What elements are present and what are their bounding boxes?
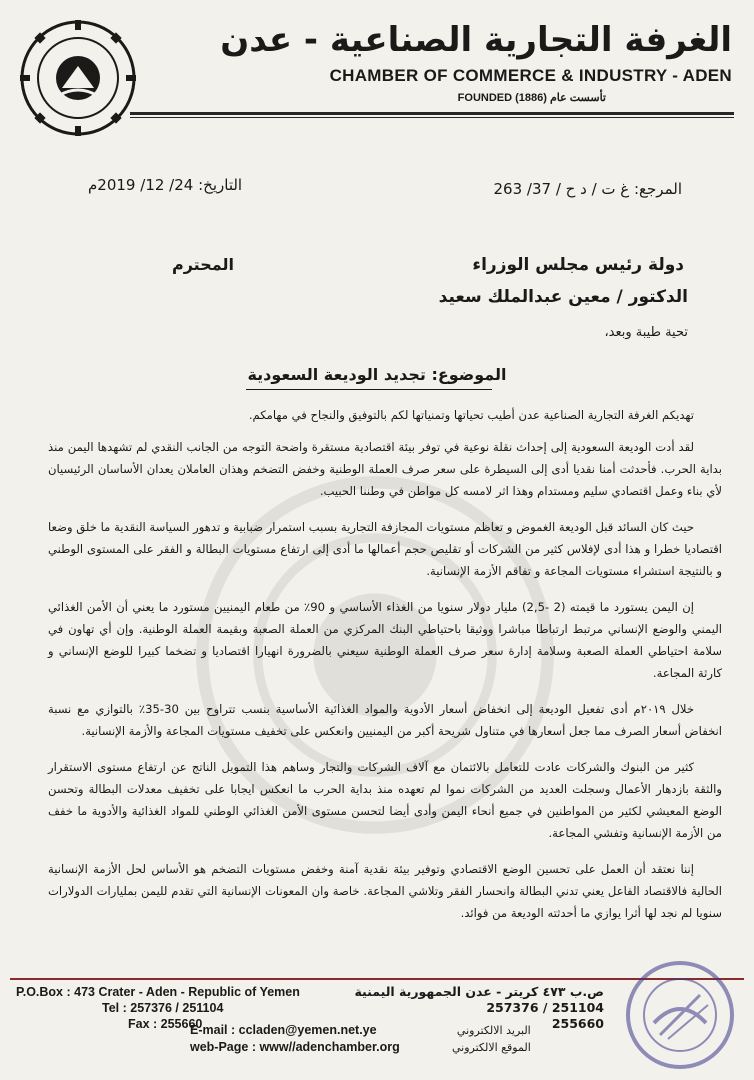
footer-web[interactable]: web-Page : www//adenchamber.org <box>190 1040 400 1054</box>
body-paragraph: لقد أدت الوديعة السعودية إلى إحداث نقلة نوعية في توفر بيئة اقتصادية مستقرة واضحة التوجه من الجانب النقدي لم تشهدها اليمن منذ بداية الحرب. فأحدثت أمنا نقديا أدى إلى السيطرة على سعر صرف العملة الوطنية وخفض التضخم وهذان العاملان يعدان الأساسان الرئيسيان لأي بناء وعمل اقتصادي سليم ومستدام وهذا اثر لامسه كل مواطن في وطننا الحبيب. <box>48 440 722 498</box>
body-paragraph: تهديكم الغرفة التجارية الصناعية عدن أطيب تحياتها وتمنياتها لكم بالتوفيق والنجاح في مهامكم. <box>248 408 694 422</box>
footer-tel: Tel : 257376 / 251104 <box>102 1001 224 1015</box>
footer-fax-ar: 255660 <box>551 1016 604 1031</box>
body-paragraph: خلال ٢٠١٩م أدى تفعيل الوديعة إلى انخفاض أسعار الأدوية والمواد الغذائية الأساسية بنسب تتراوح بين 30-35٪ بالتوازي مع نسبة انخفاض أسعار الصرف مما جعل أسعارها في متناول شريحة أكبر من اليمنيين وانعكس على تخفيف مستويات المجاعة والأزمة الإنسانية. <box>48 702 722 738</box>
chamber-name-arabic: الغرفة التجارية الصناعية - عدن <box>220 20 732 60</box>
footer-address-ar: ص.ب ٤٧٣ كريتر - عدن الجمهورية اليمنية <box>354 984 604 999</box>
body-paragraph: كثير من البنوك والشركات عادت للتعامل بالائتمان مع آلاف الشركات والتجار وساهم هذا التمويل الناتج عن ارتفاع مستوى الاستقرار والثقة بازدهار الأعمال وسجلت العديد من الشركات نموا لم تعهده منذ بداية الحرب ما انعكس ايجابا على تخفيف معدلات البطالة وتحسن الوضع المعيشي لكثير من المواطنين في جميع أنحاء اليمن وأدى أيضا لتحسن مستوى الأمن الغذائي الوطني للمواد الغذائية والأدوية ما خفف من الأزمة الإنسانية وتفشي المجاعة. <box>48 760 722 840</box>
official-stamp-icon <box>620 955 740 1075</box>
body-paragraph: إننا نعتقد أن العمل على تحسين الوضع الاقتصادي وتوفير بيئة نقدية آمنة وخفض مستويات التضخم هو الأساس لحل الأزمة الإنسانية الحالية فالاقتصاد الفاعل يعني تدني البطالة وانحسار الفقر وتلاشي المجاعة. خاصة وان المعونات الإنسانية التي تقدم لليمن بمليارات الدولارات سنويا لم نجد لها أثرا يوازي ما أحدثته الوديعة من فوائد. <box>48 862 722 920</box>
recipient-title: دولة رئيس مجلس الوزراء <box>472 255 684 275</box>
letter-body <box>48 404 722 938</box>
chamber-logo-icon <box>18 18 138 138</box>
letter-date: التاريخ: 24/ 12/ 2019م <box>88 176 243 194</box>
greeting: تحية طيبة وبعد، <box>604 325 688 340</box>
footer-online-ar <box>452 1022 531 1056</box>
subject-underline <box>246 389 492 390</box>
body-paragraph: حيث كان السائد قبل الوديعة الغموض و تعاظم مستويات المجازفة التجارية بسبب استمرار ضبابية و تدهور السياسة النقدية ما خلق وضعا اقتصاديا خطرا و هذا أدى لإفلاس كثير من الشركات أو تقليص حجم أعمالها ما أدى إلى ارتفاع مستويات البطالة و الفقر على المستوى الوطني و بالنتيجة استشراء مستويات المجاعة و تفاقم الأزمة الإنسانية. <box>48 520 722 578</box>
footer-email-label-ar: البريد الالكتروني <box>456 1024 531 1037</box>
footer-online <box>190 1022 400 1056</box>
recipient-name: الدكتور / معين عبدالملك سعيد <box>438 287 688 307</box>
founded-year: FOUNDED (1886) تأسست عام <box>457 92 606 104</box>
footer-address: P.O.Box : 473 Crater - Aden - Republic of Yemen <box>16 985 300 999</box>
subject-line: الموضوع: تجديد الوديعة السعودية <box>247 365 507 384</box>
footer-web-label-ar: الموقع الالكتروني <box>452 1041 531 1054</box>
body-paragraph: إن اليمن يستورد ما قيمته (2 -2,5) مليار دولار سنويا من الغذاء الأساسي و 90٪ من طعام اليمنيين مستورد ما يعني أن الأمن الغذائي اليمني والوضع الإنساني مرتبط ارتباطا مباشرا ووثيقا باحتياطي البنك المركزي من العملة الصعبة وبقيمة العملة الوطنية. وإن أي تهاون في سلامة احتياطي العملة الصعبة وسلامة إدارة سعر صرف العملة الوطنية سيعني بالضرورة انهيارا اقتصاديا و تضخما كبيرا للوضع الإنساني و كارثة المجاعة. <box>48 600 722 680</box>
footer-tel-ar: 251104 / 257376 <box>486 1000 604 1015</box>
footer-fax: Fax : 255660 <box>128 1017 203 1031</box>
reference-number: المرجع: غ ت / د ح / 37/ 263 <box>493 180 682 198</box>
footer-email[interactable]: E-mail : ccladen@yemen.net.ye <box>190 1023 377 1037</box>
chamber-name-english: CHAMBER OF COMMERCE & INDUSTRY - ADEN <box>329 66 732 85</box>
header-divider <box>130 112 734 115</box>
header-divider-thin <box>130 117 734 118</box>
recipient-honorific: المحترم <box>172 255 234 274</box>
